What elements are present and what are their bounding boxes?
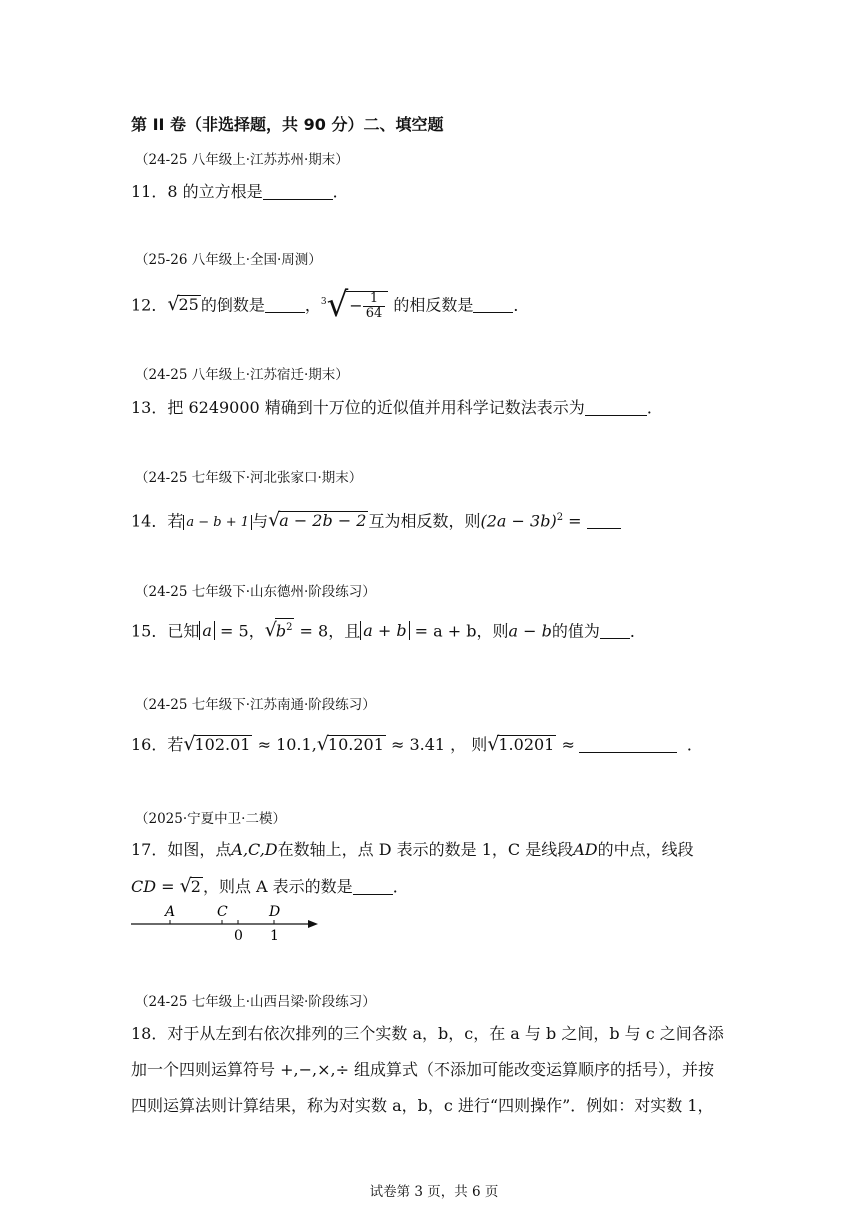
question-11-source: （24-25 八年级上·江苏苏州·期末） <box>135 152 349 168</box>
approx: ≈ 10.1, <box>252 735 317 754</box>
question-text: 已知 <box>167 621 200 641</box>
question-text: 的值为 <box>551 621 600 641</box>
radicand: a − 2b − 2 <box>279 511 367 531</box>
answer-blank <box>600 622 630 639</box>
question-text: 的中点，线段 <box>597 840 694 859</box>
question-text: 对于从左到右依次排列的三个实数 a，b，c，在 a 与 b 之间，b 与 c 之间各添 <box>167 1024 724 1043</box>
question-18-line2: 加一个四则运算符号 +,−,×,÷ 组成算式（不添加可能改变运算顺序的括号），并按 <box>131 1060 715 1079</box>
question-14-source: （24-25 七年级下·河北张家口·期末） <box>135 470 363 486</box>
label-c: C <box>217 904 228 920</box>
question-12-source: （25-26 八年级上·全国·周测） <box>135 252 322 268</box>
absolute-value: a <box>199 621 215 640</box>
question-17-line2 <box>131 874 409 899</box>
radical-sign-icon: √ <box>326 285 349 326</box>
radicand: 25 <box>178 295 199 315</box>
fraction-denominator: 64 <box>365 305 383 321</box>
question-text: 8 的立方根是 <box>167 182 263 201</box>
question-13-source: （24-25 八年级上·江苏宿迁·期末） <box>135 367 349 383</box>
question-text: ． <box>629 621 646 641</box>
answer-blank <box>263 183 333 200</box>
radical-sign-icon: √ <box>179 875 192 897</box>
question-text: ． <box>646 398 663 417</box>
question-13 <box>131 396 663 420</box>
question-number: 18． <box>131 1024 168 1043</box>
radical-sign-icon: √ <box>316 733 329 755</box>
question-18-line1 <box>131 1022 724 1046</box>
expression: a − b <box>508 621 552 641</box>
question-text: = 8，且 <box>294 621 361 641</box>
question-text: 与 <box>252 511 269 531</box>
equals: = <box>563 511 587 531</box>
page-footer: 试卷第 3 页，共 6 页 <box>369 1184 499 1200</box>
question-number: 11． <box>131 182 168 201</box>
number-line-figure <box>128 900 328 945</box>
root-index: 3 <box>320 297 327 307</box>
answer-blank <box>265 296 305 313</box>
absolute-value: a − b + 1 <box>183 515 252 530</box>
radical-sign-icon: √ <box>183 733 196 755</box>
question-text: 如图，点 <box>167 840 232 859</box>
axis-arrow-icon <box>308 920 318 928</box>
approx: ≈ 3.41 ， 则 <box>385 735 488 754</box>
radicand: 10.201 <box>327 735 384 754</box>
question-text: ． <box>332 182 349 201</box>
radical-sign-icon: √ <box>167 293 180 316</box>
question-18-line3: 四则运算法则计算结果，称为对实数 a，b，c 进行“四则操作”．例如：对实数 1， <box>131 1096 714 1115</box>
answer-blank <box>587 512 621 529</box>
tick-label-0: 0 <box>234 928 243 944</box>
segment: CD <box>131 877 157 896</box>
question-text: ， <box>304 295 321 315</box>
radicand: 102.01 <box>194 735 251 754</box>
absolute-value: a + b <box>360 621 409 640</box>
question-text: 把 6249000 精确到十万位的近似值并用科学记数法表示为 <box>167 398 585 417</box>
radicand: 1.0201 <box>498 735 555 754</box>
question-text: ，则点 A 表示的数是 <box>202 877 353 896</box>
question-text: = 5， <box>214 621 265 641</box>
label-d: D <box>269 904 281 920</box>
answer-blank <box>579 736 677 753</box>
question-text: ． <box>686 735 703 754</box>
radicand-var: b <box>275 621 287 641</box>
question-number: 16． <box>131 735 168 754</box>
fraction-numerator: 1 <box>363 292 386 307</box>
question-15 <box>131 618 646 643</box>
tick-label-1: 1 <box>270 928 279 944</box>
section-title: 第 II 卷（非选择题，共 90 分）二、填空题 <box>131 115 444 134</box>
fraction <box>363 292 386 321</box>
question-text: ． <box>513 295 530 315</box>
question-18-source: （24-25 七年级上·山西吕梁·阶段练习） <box>135 994 376 1010</box>
radical-sign-icon: √ <box>268 509 281 532</box>
answer-blank <box>473 296 513 313</box>
radicand <box>275 618 295 640</box>
answer-blank <box>585 399 647 416</box>
points: A,C,D <box>231 840 278 859</box>
question-15-source: （24-25 七年级下·山东德州·阶段练习） <box>135 584 376 600</box>
question-14 <box>131 506 621 535</box>
expression: (2a − 3b) <box>480 511 557 531</box>
exponent: 2 <box>286 622 293 633</box>
question-text: = a + b，则 <box>409 621 509 641</box>
question-text: 的倒数是 <box>200 295 265 315</box>
exponent: 2 <box>556 512 564 523</box>
question-text: ． <box>392 877 409 896</box>
question-text: 互为相反数，则 <box>368 511 481 531</box>
approx: ≈ <box>556 735 575 754</box>
frac-sign: − <box>349 295 363 315</box>
question-16 <box>131 732 703 757</box>
segment: AD <box>573 840 598 859</box>
radicand: 2 <box>190 877 201 896</box>
question-text: 若 <box>167 735 184 754</box>
question-text: 的相反数是 <box>393 295 474 315</box>
cube-root-body <box>346 291 388 321</box>
question-text: 在数轴上，点 D 表示的数是 1，C 是线段 <box>277 840 574 859</box>
question-number: 17． <box>131 840 168 859</box>
question-12 <box>131 285 530 326</box>
label-a: A <box>165 904 176 920</box>
question-11 <box>131 180 349 204</box>
question-17-line1 <box>131 838 694 862</box>
question-number: 15． <box>131 621 168 641</box>
radical-sign-icon: √ <box>487 733 500 755</box>
question-text: 若 <box>167 511 184 531</box>
question-number: 14． <box>131 511 168 531</box>
question-16-source: （24-25 七年级下·江苏南通·阶段练习） <box>135 697 376 713</box>
answer-blank <box>353 878 393 895</box>
radical-sign-icon: √ <box>264 619 277 642</box>
question-number: 12． <box>131 295 168 315</box>
equals: = <box>156 877 180 896</box>
question-17-source: （2025·宁夏中卫·二模） <box>135 811 286 827</box>
question-number: 13． <box>131 398 168 417</box>
